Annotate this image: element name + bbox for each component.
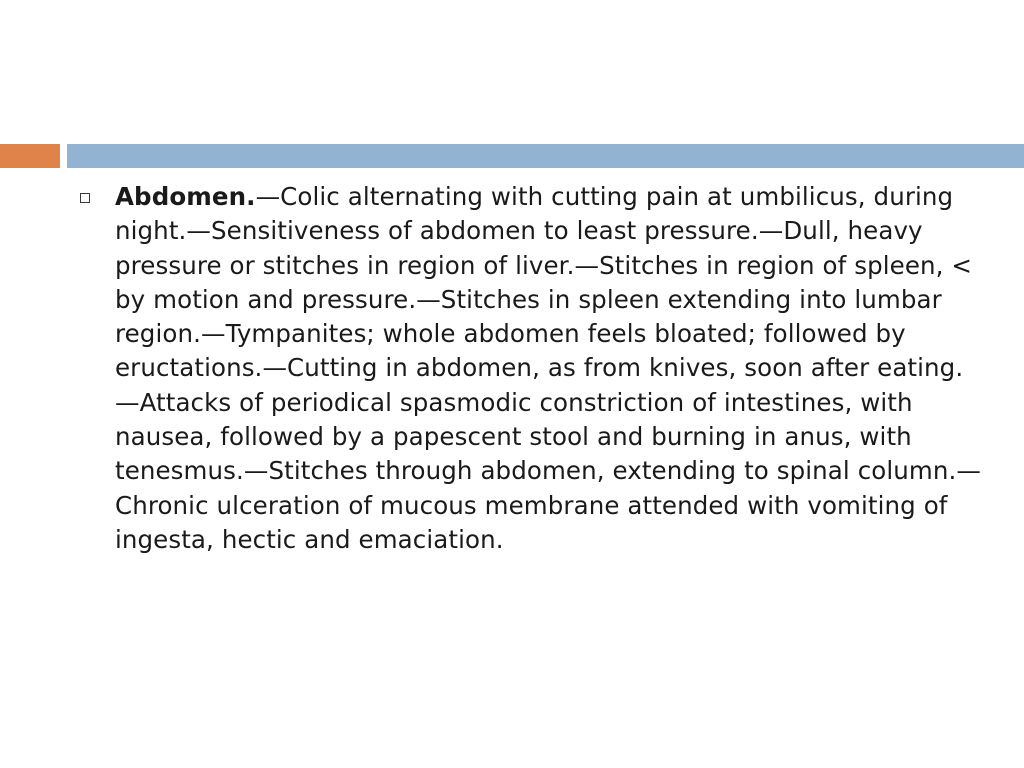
header-accent-orange-bar (0, 144, 60, 168)
header-accent-blue-bar (67, 144, 1024, 168)
bullet-paragraph (115, 180, 985, 557)
square-bullet-icon (80, 193, 90, 203)
bullet-lead-heading: Abdomen. (115, 182, 256, 211)
bullet-body-text: —Colic alternating with cutting pain at umbilicus, during night.—Sensitiveness of abdomen to least pressure.—Dull, heavy pressure or stitches in region of liver.—Stitches in region of spleen, < by motion and pressure.—Stitches in spleen extending into lumbar region.—Tympanites; whole abdomen feels bloated; followed by eructations.—Cutting in abdomen, as from knives, soon after eating.—Attacks of periodical spasmodic constriction of intestines, with nausea, followed by a papescent stool and burning in anus, with tenesmus.—Stitches through abdomen, extending to spinal column.—Chronic ulceration of mucous membrane attended with vomiting of ingesta, hectic and emaciation. (115, 182, 981, 554)
